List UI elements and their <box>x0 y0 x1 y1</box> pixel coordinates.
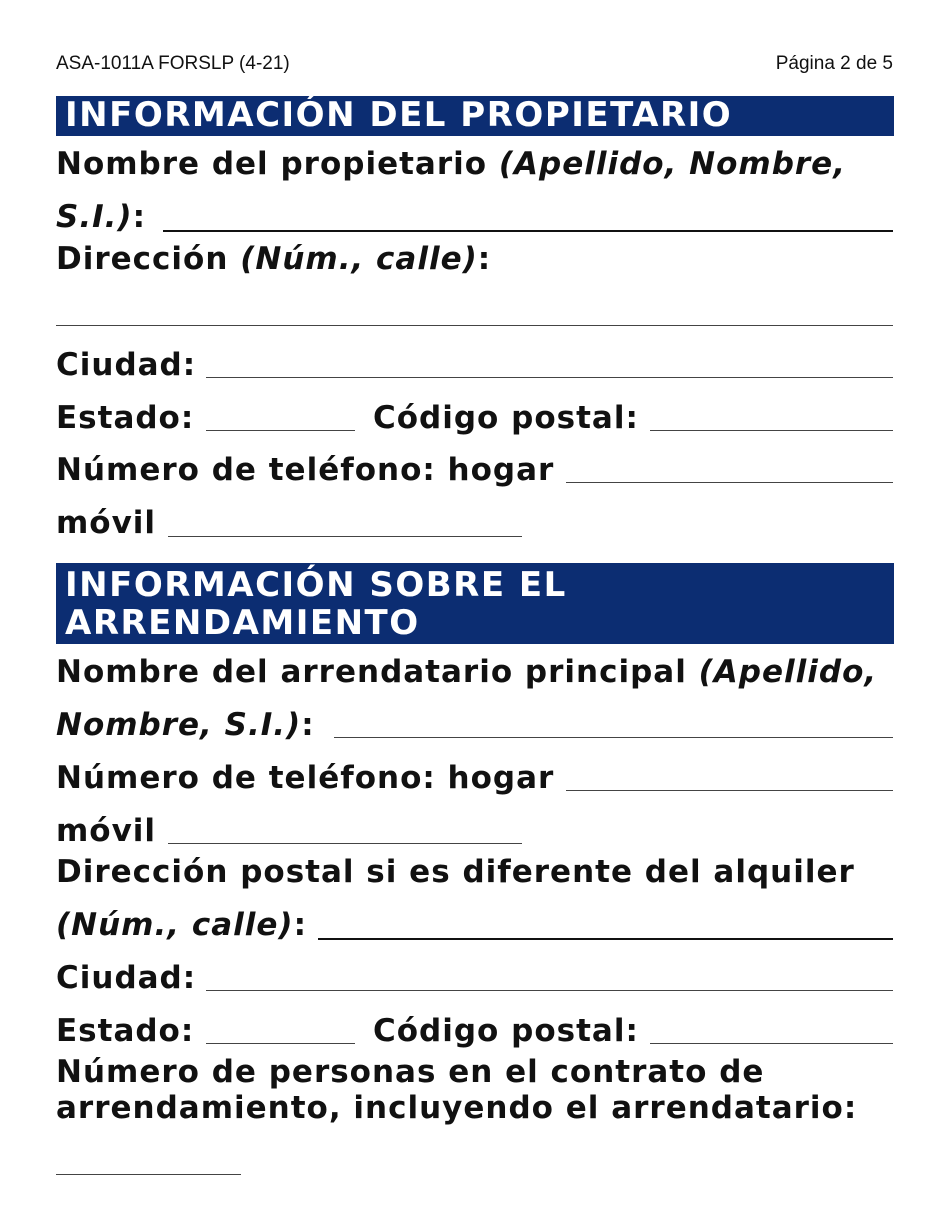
owner-name-label-cont <box>56 198 146 236</box>
owner-city-label: Ciudad: <box>56 347 197 383</box>
tenant-zip-label: Código postal: <box>373 1013 639 1049</box>
mailing-address-field[interactable] <box>318 938 893 940</box>
owner-phone-home-label: Número de teléfono: hogar <box>56 452 555 488</box>
lease-section-title-line1: INFORMACIÓN SOBRE EL <box>65 565 567 605</box>
owner-name-field[interactable] <box>163 230 893 232</box>
owner-phone-home-field[interactable] <box>566 482 893 483</box>
owner-mobile-label: móvil <box>56 505 157 541</box>
tenant-name-field[interactable] <box>334 737 893 738</box>
persons-label-line2: arrendamiento, incluyendo el arrendatario: <box>56 1090 858 1126</box>
owner-name-label <box>56 145 846 183</box>
tenant-mobile-label: móvil <box>56 813 157 849</box>
persons-count-field[interactable] <box>56 1174 241 1175</box>
page-number: Página 2 de 5 <box>775 53 893 74</box>
owner-zip-label: Código postal: <box>373 400 639 436</box>
owner-mobile-field[interactable] <box>168 536 522 537</box>
owner-state-label: Estado: <box>56 400 195 436</box>
owner-name-label-text: Nombre del propietario <box>56 146 488 182</box>
owner-city-field[interactable] <box>206 377 893 378</box>
owner-state-field[interactable] <box>206 430 355 431</box>
colon: : <box>477 241 492 277</box>
form-id: ASA-1011A FORSLP (4-21) <box>56 53 290 74</box>
mailing-address-label: Dirección postal si es diferente del alquiler <box>56 854 855 890</box>
owner-section-title <box>56 96 894 136</box>
owner-address-hint: (Núm., calle) <box>240 241 478 277</box>
tenant-state-field[interactable] <box>206 1043 355 1044</box>
colon: : <box>132 199 146 235</box>
tenant-phone-home-label: Número de teléfono: hogar <box>56 760 555 796</box>
colon: : <box>293 907 307 943</box>
mailing-address-label-cont <box>56 906 307 944</box>
lease-section-title <box>56 563 894 644</box>
tenant-zip-field[interactable] <box>650 1043 893 1044</box>
persons-label-line1: Número de personas en el contrato de <box>56 1054 765 1090</box>
colon: : <box>301 707 315 743</box>
owner-address-field[interactable] <box>56 325 893 326</box>
owner-zip-field[interactable] <box>650 430 893 431</box>
tenant-name-hint: (Apellido, <box>698 654 878 690</box>
tenant-name-label <box>56 653 877 691</box>
owner-section-title-text: INFORMACIÓN DEL PROPIETARIO <box>65 95 733 135</box>
tenant-city-field[interactable] <box>206 990 893 991</box>
owner-name-hint: (Apellido, Nombre, <box>498 146 846 182</box>
owner-address-label-text: Dirección <box>56 241 229 277</box>
lease-section-title-line2: ARRENDAMIENTO <box>65 603 420 643</box>
tenant-mobile-field[interactable] <box>168 843 522 844</box>
tenant-name-label-cont <box>56 706 315 744</box>
tenant-name-hint-cont: Nombre, S.I.) <box>56 707 302 743</box>
mailing-address-hint: (Núm., calle) <box>56 907 294 943</box>
tenant-name-label-text: Nombre del arrendatario principal <box>56 654 687 690</box>
tenant-state-label: Estado: <box>56 1013 195 1049</box>
tenant-phone-home-field[interactable] <box>566 790 893 791</box>
owner-address-label <box>56 240 491 278</box>
tenant-city-label: Ciudad: <box>56 960 197 996</box>
owner-name-hint-cont: S.I.) <box>56 199 133 235</box>
